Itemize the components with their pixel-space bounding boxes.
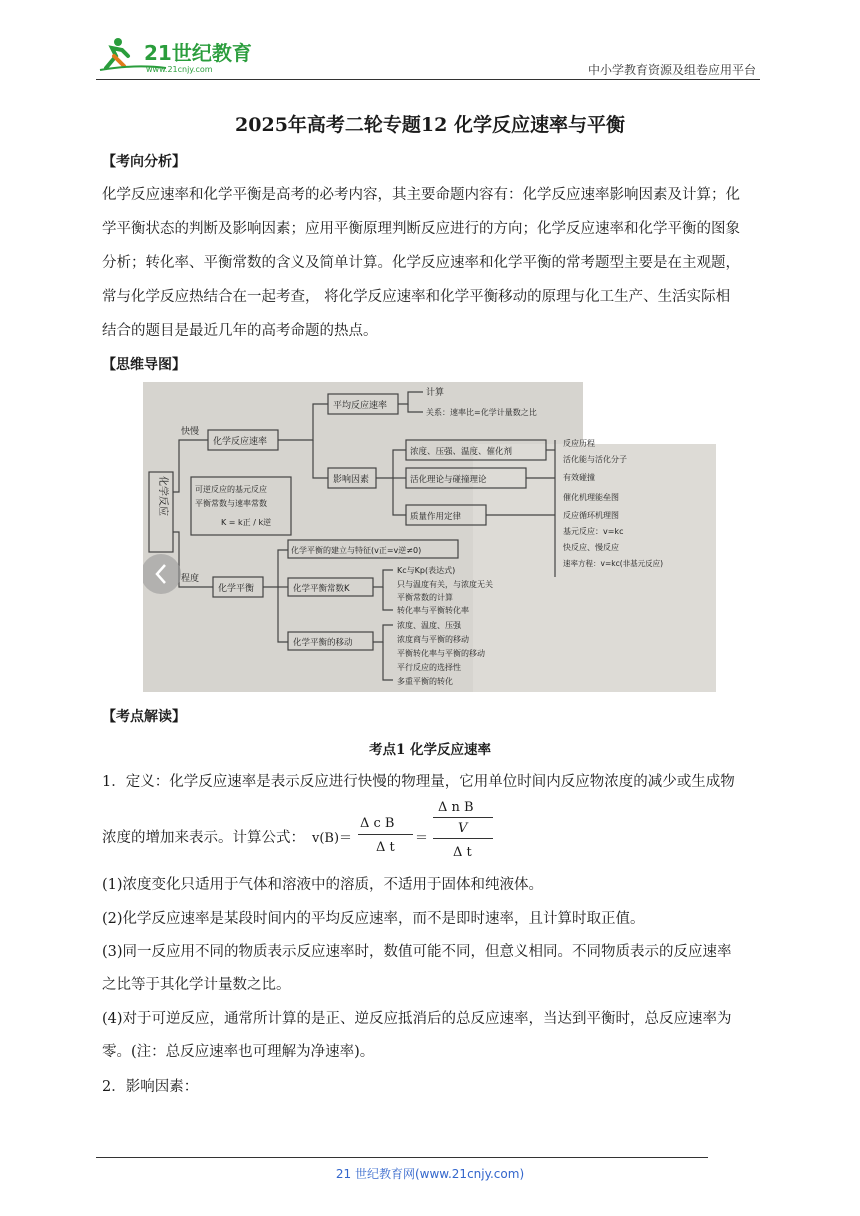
svg-text:浓度、压强、温度、催化剂: 浓度、压强、温度、催化剂 <box>410 447 513 457</box>
footer-link[interactable]: 21 世纪教育网(www.21cnjy.com) <box>335 1167 525 1181</box>
note-item: (4)对于可逆反应，通常所计算的是正、逆反应抵消后的总反应速率，当达到平衡时，总反应速率为 <box>102 1011 732 1027</box>
svg-text:活化理论与碰撞理论: 活化理论与碰撞理论 <box>410 475 487 485</box>
analysis-line: 学平衡状态的判断及影响因素；应用平衡原理判断反应进行的方向；化学反应速率和化学平衡的图象 <box>102 221 740 237</box>
analysis-heading: 【考向分析】 <box>102 154 186 170</box>
svg-text:化学反应速率: 化学反应速率 <box>213 437 268 447</box>
svg-text:速率方程：v=kc(非基元反应): 速率方程：v=kc(非基元反应) <box>563 559 664 568</box>
fraction-bar <box>358 834 413 835</box>
svg-text:化学平衡的移动: 化学平衡的移动 <box>293 638 353 648</box>
svg-text:化学平衡常数K: 化学平衡常数K <box>293 584 350 594</box>
svg-text:多重平衡的转化: 多重平衡的转化 <box>397 677 453 686</box>
svg-text:催化机理能垒图: 催化机理能垒图 <box>563 493 619 502</box>
mindmap-photo <box>143 382 716 692</box>
footer-divider <box>96 1157 708 1158</box>
svg-text:K = k正 / k逆: K = k正 / k逆 <box>221 518 272 527</box>
fraction-bar <box>433 817 493 818</box>
formula-numerator: Δ n B <box>438 800 474 815</box>
svg-text:平衡常数与速率常数: 平衡常数与速率常数 <box>195 499 267 508</box>
svg-text:化学反应: 化学反应 <box>157 476 168 516</box>
svg-text:平衡转化率与平衡的移动: 平衡转化率与平衡的移动 <box>397 649 485 658</box>
svg-text:活化能与活化分子: 活化能与活化分子 <box>563 455 627 464</box>
page-title: 2025年高考二轮专题12 化学反应速率与平衡 <box>235 114 625 136</box>
point1-title: 考点1 化学反应速率 <box>368 742 492 758</box>
factors-heading: 2．影响因素： <box>102 1079 199 1095</box>
svg-text:快慢: 快慢 <box>181 427 200 437</box>
svg-text:程度: 程度 <box>181 574 200 584</box>
mindmap-diagram <box>143 382 716 692</box>
analysis-line: 结合的题目是最近几年的高考命题的热点。 <box>102 323 378 339</box>
svg-text:只与温度有关，与浓度无关: 只与温度有关，与浓度无关 <box>397 580 493 589</box>
analysis-line: 分析；转化率、平衡常数的含义及简单计算。化学反应速率和化学平衡的常考题型主要是在主观题， <box>102 255 740 271</box>
formula-lhs: v(B)＝ <box>312 831 353 846</box>
platform-name: 中小学教育资源及组卷应用平台 <box>587 63 756 77</box>
site-logo[interactable] <box>96 34 266 76</box>
interpret-heading: 【考点解读】 <box>102 709 186 725</box>
svg-text:有效碰撞: 有效碰撞 <box>563 473 595 482</box>
mindmap-heading: 【思维导图】 <box>102 357 186 373</box>
formula-numerator: Δ c B <box>360 816 395 831</box>
definition-line: 浓度的增加来表示。计算公式： <box>102 830 305 846</box>
note-item: 零。(注：总反应速率也可理解为净速率)。 <box>102 1044 375 1060</box>
formula-denominator: Δ t <box>376 840 395 855</box>
note-item: (2)化学反应速率是某段时间内的平均反应速率，而不是即时速率，且计算时取正值。 <box>102 911 645 927</box>
svg-text:关系：速率比=化学计量数之比: 关系：速率比=化学计量数之比 <box>426 408 537 417</box>
svg-text:影响因素: 影响因素 <box>333 475 370 485</box>
svg-text:化学平衡: 化学平衡 <box>218 584 255 594</box>
note-item: 之比等于其化学计量数之比。 <box>102 977 291 993</box>
svg-text:可逆反应的基元反应: 可逆反应的基元反应 <box>195 485 267 494</box>
svg-text:Kc与Kp(表达式): Kc与Kp(表达式) <box>397 566 456 575</box>
svg-text:质量作用定律: 质量作用定律 <box>410 512 462 522</box>
svg-text:21世纪教育: 21世纪教育 <box>144 41 252 65</box>
svg-text:基元反应：v=kc: 基元反应：v=kc <box>563 527 624 536</box>
analysis-paragraph <box>102 178 764 348</box>
svg-text:平行反应的选择性: 平行反应的选择性 <box>397 663 461 672</box>
svg-text:www.21cnjy.com: www.21cnjy.com <box>146 65 213 74</box>
svg-text:转化率与平衡转化率: 转化率与平衡转化率 <box>397 606 469 615</box>
note-item: (1)浓度变化只适用于气体和溶液中的溶质，不适用于固体和纯液体。 <box>102 877 544 893</box>
svg-text:计算: 计算 <box>426 388 445 398</box>
svg-text:化学平衡的建立与特征(v正=v逆≠0): 化学平衡的建立与特征(v正=v逆≠0) <box>291 546 422 555</box>
svg-text:快反应、慢反应: 快反应、慢反应 <box>563 543 619 552</box>
analysis-line: 化学反应速率和化学平衡是高考的必考内容，其主要命题内容有：化学反应速率影响因素及计算；化 <box>102 187 740 203</box>
logo-icon <box>96 34 266 76</box>
svg-text:平衡常数的计算: 平衡常数的计算 <box>397 593 453 602</box>
formula-volume: V <box>458 821 468 836</box>
svg-text:浓度、温度、压强: 浓度、温度、压强 <box>397 621 461 630</box>
formula-equals: ＝ <box>415 831 429 846</box>
svg-text:反应历程: 反应历程 <box>563 439 595 448</box>
svg-text:浓度商与平衡的移动: 浓度商与平衡的移动 <box>397 635 469 644</box>
note-item: (3)同一反应用不同的物质表示反应速率时，数值可能不同，但意义相同。不同物质表示的反应速率 <box>102 944 732 960</box>
svg-text:反应循环机理图: 反应循环机理图 <box>563 511 619 520</box>
page-header <box>96 30 760 80</box>
formula-denominator: Δ t <box>453 845 472 860</box>
fraction-bar <box>433 838 493 839</box>
svg-text:平均反应速率: 平均反应速率 <box>333 401 388 411</box>
definition-line: 1．定义：化学反应速率是表示反应进行快慢的物理量，它用单位时间内反应物浓度的减少或生成物 <box>102 774 735 790</box>
analysis-line: 常与化学反应热结合在一起考查， 将化学反应速率和化学平衡移动的原理与化工生产、生活实际相 <box>102 289 731 305</box>
